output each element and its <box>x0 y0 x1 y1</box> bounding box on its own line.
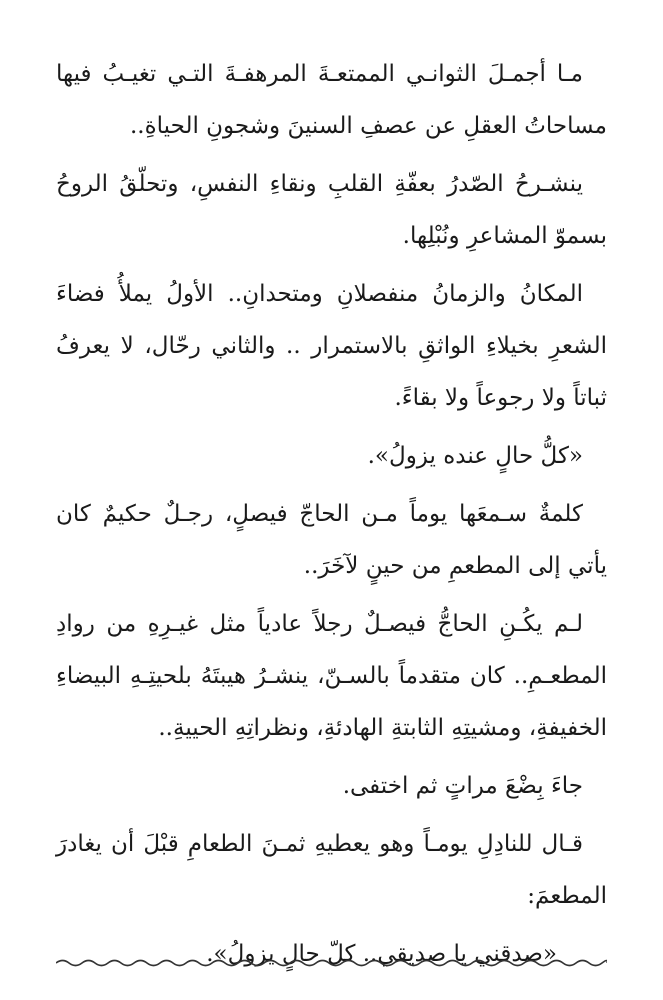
wavy-line-icon <box>56 956 607 970</box>
quote-1: «كلُّ حالٍ عنده يزولُ». <box>367 443 583 469</box>
paragraph-6: جاءَ بِضْعَ مراتٍ ثم اختفى. <box>342 773 583 799</box>
quote-2: «صدقني يا صديقي.. كلّ حالٍ يزولُ». <box>206 941 557 967</box>
paragraph-1: مـا أجمـلَ الثوانـي الممتعـةَ المرهفـةَ التـي تغيـبُ فيها مساحاتُ العقلِ عن عصفِ السنينَ وشجونِ الحياةِ.. <box>56 61 607 139</box>
document-page <box>56 48 607 967</box>
paragraph-2: ينشـرحُ الصّدرُ بعفّةِ القلبِ ونقاءِ النفسِ، وتحلّقُ الروحُ بسموّ المشاعرِ ونُبْلِها. <box>56 171 607 249</box>
wavy-divider <box>56 956 607 970</box>
paragraph-7: قـال للنادِلِ يومـاً وهو يعطيهِ ثمـنَ الطعامِ قبْلَ أن يغادرَ المطعمَ: <box>56 831 607 909</box>
paragraph-3: المكانُ والزمانُ منفصلانِ ومتحدانِ.. الأولُ يملأُ فضاءَ الشعرِ بخيلاءِ الواثقِ بالاستمرار .. والثاني رحّال، لا يعرفُ ثباتاً ولا رجوعاً ولا بقاءً. <box>56 281 607 411</box>
paragraph-4: كلمةٌ سـمعَها يوماً مـن الحاجّ فيصلٍ، رجـلٌ حكيمٌ كان يأتي إلى المطعمِ من حينٍ لآخَرَ.. <box>56 501 607 579</box>
paragraph-5: لـم يكُـنِ الحاجُّ فيصـلٌ رجلاً عادياً مثل غيـرِهِ من روادِ المطعـمِ.. كان متقدماً بالسـنّ، ينشـرُ هيبتَهُ بلحيتِـهِ البيضاءِ الخفيفةِ، ومشيتِهِ الثابتةِ الهادئةِ، ونظراتِهِ الحييةِ.. <box>56 611 607 741</box>
